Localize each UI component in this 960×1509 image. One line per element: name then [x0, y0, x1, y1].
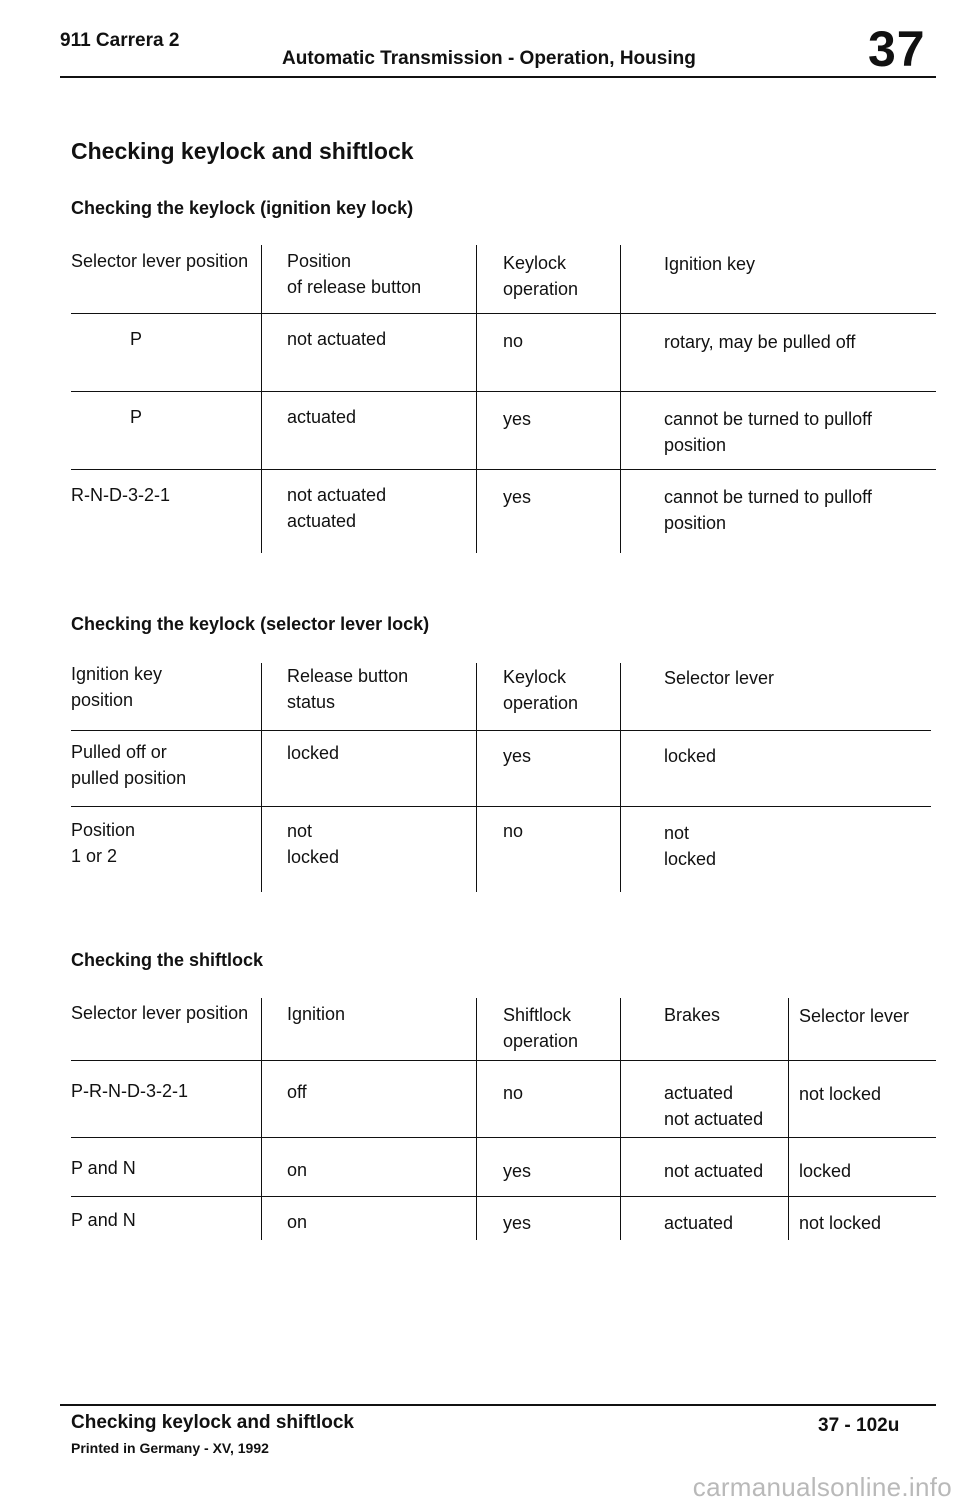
table-header-cell: Brakes [664, 1005, 721, 1025]
table-cell: yes [503, 746, 532, 766]
section-title-keylock-selector: Checking the keylock (selector lever lock) [71, 614, 430, 634]
table-column-divider [620, 998, 621, 1240]
table-column-divider [620, 245, 621, 553]
table-cell: locked [799, 1161, 852, 1181]
table-cell: yes [503, 1161, 532, 1181]
footer-title: Checking keylock and shiftlock [71, 1412, 354, 1433]
section-title-shiftlock: Checking the shiftlock [71, 950, 264, 970]
table-header-cell: Ignition key position [71, 664, 163, 710]
header-rule [60, 76, 936, 78]
table-cell: locked [664, 746, 717, 766]
table-cell: yes [503, 487, 532, 507]
table-cell: P-R-N-D-3-2-1 [71, 1081, 188, 1101]
table-row-divider [71, 391, 936, 392]
table-cell: actuated not actuated [664, 1083, 764, 1129]
table-header-cell: Selector lever [664, 668, 775, 688]
table-cell: locked [287, 743, 340, 763]
table-header-cell: Ignition key [664, 254, 756, 274]
table-cell: off [287, 1082, 307, 1102]
table-header-cell: Ignition [287, 1004, 346, 1024]
footer-page-number: 37 - 102u [818, 1415, 900, 1436]
header-model: 911 Carrera 2 [60, 30, 180, 51]
table-row-divider [71, 1060, 936, 1061]
table-header-cell: Selector lever position [71, 251, 249, 271]
table-cell: actuated [664, 1213, 734, 1233]
header-title: Automatic Transmission - Operation, Housing [282, 48, 696, 69]
watermark: carmanualsonline.info [692, 1472, 952, 1502]
table-cell: Position 1 or 2 [71, 820, 136, 866]
footer-rule [60, 1404, 936, 1406]
table-cell: no [503, 821, 524, 841]
table-cell: Pulled off or pulled position [71, 742, 187, 788]
table-cell: not locked [799, 1084, 882, 1104]
table-column-divider [261, 663, 262, 892]
table-cell: on [287, 1160, 308, 1180]
table-header-cell: Shiftlock operation [503, 1005, 579, 1051]
table-cell: P and N [71, 1210, 136, 1230]
table-column-divider [788, 998, 789, 1240]
table-row-divider [71, 806, 931, 807]
table-cell: not actuated actuated [287, 485, 387, 531]
table-header-cell: Position of release button [287, 251, 422, 297]
table-column-divider [476, 245, 477, 553]
table-row-divider [71, 313, 936, 314]
table-header-cell: Keylock operation [503, 253, 579, 299]
table-row-divider [71, 1196, 936, 1197]
table-cell: not locked [799, 1213, 882, 1233]
table-column-divider [476, 663, 477, 892]
table-column-divider [620, 663, 621, 892]
table-cell: yes [503, 1213, 532, 1233]
table-header-cell: Release button status [287, 666, 409, 712]
table-cell: no [503, 331, 524, 351]
table-column-divider [261, 998, 262, 1240]
table-cell: cannot be turned to pulloff position [664, 487, 872, 533]
table-cell: not locked [664, 823, 717, 869]
table-cell: R-N-D-3-2-1 [71, 485, 170, 505]
table-column-divider [476, 998, 477, 1240]
table-cell: cannot be turned to pulloff position [664, 409, 872, 455]
table-cell: yes [503, 409, 532, 429]
table-column-divider [261, 245, 262, 553]
table-header-cell: Selector lever position [71, 1003, 249, 1023]
table-cell: not locked [287, 821, 340, 867]
table-cell: P [130, 407, 143, 427]
footer-printed-note: Printed in Germany - XV, 1992 [71, 1440, 269, 1456]
table-cell: not actuated [664, 1161, 764, 1181]
table-row-divider [71, 469, 936, 470]
table-cell: on [287, 1212, 308, 1232]
section-title-keylock-ignition: Checking the keylock (ignition key lock) [71, 198, 414, 218]
table-cell: rotary, may be pulled off [664, 332, 856, 352]
table-cell: no [503, 1083, 524, 1103]
table-header-cell: Keylock operation [503, 667, 579, 713]
table-cell: not actuated [287, 329, 387, 349]
table-row-divider [71, 1137, 936, 1138]
table-cell: P [130, 329, 143, 349]
table-row-divider [71, 730, 931, 731]
page-title: Checking keylock and shiftlock [71, 138, 414, 164]
header-group-number: 37 [868, 21, 926, 77]
table-cell: P and N [71, 1158, 136, 1178]
table-header-cell: Selector lever [799, 1006, 910, 1026]
table-cell: actuated [287, 407, 357, 427]
